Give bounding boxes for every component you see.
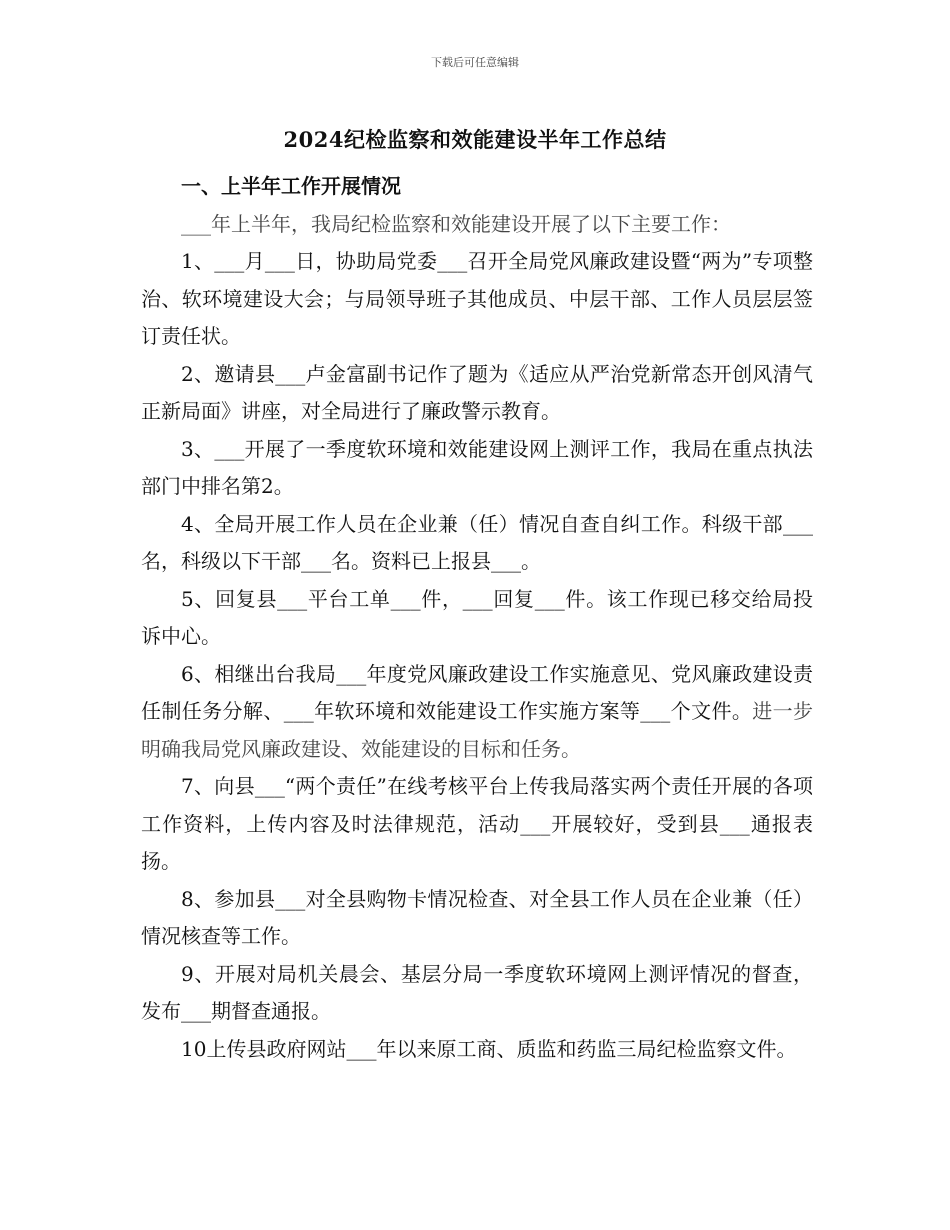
document-title: 2024纪检监察和效能建设半年工作总结: [283, 127, 667, 152]
list-item-9: 9、开展对局机关晨会、基层分局一季度软环境网上测评情况的督查，发布___期督查通报。: [141, 961, 813, 1023]
list-item-5: 5、回复县___平台工单___件，___回复___件。该工作现已移交给局投诉中心。: [141, 586, 813, 648]
list-item-8: 8、参加县___对全县购物卡情况检查、对全县工作人员在企业兼（任）情况核查等工作。: [141, 886, 813, 948]
list-item-6: [141, 656, 813, 769]
list-item-7: 7、向县___“两个责任”在线考核平台上传我局落实两个责任开展的各项工作资料，上传内容及时法律规范，活动___开展较好，受到县___通报表扬。: [141, 774, 813, 873]
document-body: [141, 168, 813, 1068]
list-item-6-main: 6、相继出台我局___年度党风廉政建设工作实施意见、党风廉政建设责任制任务分解、___年软环境和效能建设工作实施方案等___个文件。: [141, 661, 813, 723]
page-header-note: 下载后可任意编辑: [431, 56, 519, 69]
list-item-4: 4、全局开展工作人员在企业兼（任）情况自查自纠工作。科级干部___名，科级以下干部___名。资料已上报县___。: [141, 511, 813, 573]
list-item-10: 10上传县政府网站___年以来原工商、质监和药监三局纪检监察文件。: [181, 1036, 797, 1061]
list-item-2: 2、邀请县___卢金富副书记作了题为《适应从严治党新常态开创风清气正新局面》讲座，对全局进行了廉政警示教育。: [141, 361, 813, 423]
list-item-3: 3、___开展了一季度软环境和效能建设网上测评工作，我局在重点执法部门中排名第2。: [141, 436, 813, 498]
list-item-6-tail: 进一步明确我局党风廉政建设、效能建设的目标和任务。: [141, 699, 814, 761]
intro-paragraph: ___年上半年，我局纪检监察和效能建设开展了以下主要工作：: [181, 211, 731, 236]
list-item-1: 1、___月___日，协助局党委___召开全局党风廉政建设暨“两为”专项整治、软环境建设大会；与局领导班子其他成员、中层干部、工作人员层层签订责任状。: [141, 249, 813, 348]
section-heading: 一、上半年工作开展情况: [181, 174, 401, 198]
